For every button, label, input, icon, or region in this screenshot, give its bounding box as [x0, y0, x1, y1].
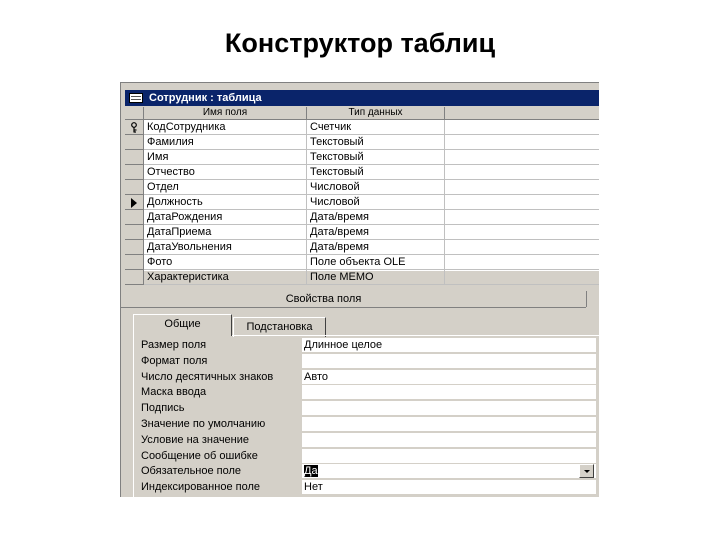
description-cell[interactable] — [445, 225, 599, 240]
table-design-window — [120, 82, 599, 497]
row-selector[interactable] — [125, 165, 144, 180]
column-header-field-name[interactable]: Имя поля — [144, 107, 307, 120]
row-selector[interactable] — [125, 225, 144, 240]
property-label: Число десятичных знаков — [141, 370, 274, 383]
description-cell[interactable] — [445, 270, 599, 285]
column-header-data-type[interactable]: Тип данных — [307, 107, 445, 120]
field-name-cell[interactable]: КодСотрудника — [144, 120, 307, 135]
property-label: Формат поля — [141, 354, 208, 367]
row-selector[interactable] — [125, 240, 144, 255]
property-row — [134, 449, 599, 465]
property-row — [134, 385, 599, 401]
description-cell[interactable] — [445, 150, 599, 165]
row-selector[interactable] — [125, 150, 144, 165]
description-cell[interactable] — [445, 165, 599, 180]
table-row[interactable] — [125, 195, 599, 210]
properties-panel — [133, 335, 599, 497]
description-cell[interactable] — [445, 240, 599, 255]
property-value-validation-rule[interactable] — [302, 433, 596, 448]
data-type-cell[interactable]: Поле MEMO — [307, 270, 445, 285]
table-row[interactable] — [125, 270, 599, 285]
row-pointer-icon — [131, 198, 137, 208]
slide-title: Конструктор таблиц — [224, 28, 496, 58]
row-selector[interactable] — [125, 255, 144, 270]
field-name-cell[interactable]: ДатаУвольнения — [144, 240, 307, 255]
property-label: Обязательное поле — [141, 465, 242, 478]
field-name-cell[interactable]: ДатаРождения — [144, 210, 307, 225]
property-value-field-size[interactable]: Длинное целое — [302, 338, 596, 353]
property-row — [134, 401, 599, 417]
data-type-cell[interactable]: Текстовый — [307, 150, 445, 165]
tab-general[interactable]: Общие — [133, 314, 232, 336]
property-row — [134, 338, 599, 354]
property-label: Маска ввода — [141, 386, 207, 399]
table-icon — [129, 93, 143, 103]
table-row[interactable] — [125, 180, 599, 195]
description-cell[interactable] — [445, 255, 599, 270]
property-value-caption[interactable] — [302, 401, 596, 416]
row-selector[interactable] — [125, 180, 144, 195]
property-value-input-mask[interactable] — [302, 385, 596, 400]
field-name-cell[interactable]: Должность — [144, 195, 307, 210]
data-type-cell[interactable]: Дата/время — [307, 225, 445, 240]
property-value-required[interactable] — [302, 464, 596, 479]
table-row[interactable] — [125, 150, 599, 165]
table-row[interactable] — [125, 240, 599, 255]
property-value-default[interactable] — [302, 417, 596, 432]
field-properties-header — [121, 291, 586, 308]
data-type-cell[interactable]: Числовой — [307, 195, 445, 210]
description-cell[interactable] — [445, 180, 599, 195]
data-type-cell[interactable]: Дата/время — [307, 240, 445, 255]
data-type-cell[interactable]: Дата/время — [307, 210, 445, 225]
field-grid — [125, 107, 599, 283]
field-name-cell[interactable]: Фото — [144, 255, 307, 270]
table-row[interactable] — [125, 135, 599, 150]
field-name-cell[interactable]: Отдел — [144, 180, 307, 195]
window-title: Сотрудник : таблица — [149, 92, 262, 104]
property-value-indexed[interactable]: Нет — [302, 480, 596, 495]
property-row — [134, 433, 599, 449]
field-name-cell[interactable]: Имя — [144, 150, 307, 165]
property-row — [134, 480, 599, 496]
data-type-cell[interactable]: Числовой — [307, 180, 445, 195]
chevron-down-icon[interactable] — [579, 464, 594, 478]
property-label: Размер поля — [141, 339, 207, 351]
property-value-format[interactable] — [302, 354, 596, 369]
row-selector[interactable] — [125, 210, 144, 225]
property-value-decimal-places[interactable]: Авто — [302, 370, 596, 385]
description-cell[interactable] — [445, 195, 599, 210]
property-value-validation-text[interactable] — [302, 449, 596, 464]
property-row — [134, 370, 599, 386]
table-row[interactable] — [125, 165, 599, 180]
table-row[interactable] — [125, 120, 599, 135]
description-cell[interactable] — [445, 210, 599, 225]
field-name-cell[interactable]: Фамилия — [144, 135, 307, 150]
table-row[interactable] — [125, 210, 599, 225]
data-type-cell[interactable]: Счетчик — [307, 120, 445, 135]
required-value-selected[interactable]: Да — [304, 465, 318, 478]
table-row[interactable] — [125, 255, 599, 270]
data-type-cell[interactable]: Текстовый — [307, 135, 445, 150]
grid-corner — [125, 107, 144, 120]
property-row — [134, 464, 599, 480]
table-row[interactable] — [125, 225, 599, 240]
property-label: Значение по умолчанию — [141, 418, 266, 430]
column-header-description[interactable] — [445, 107, 599, 120]
property-row — [134, 354, 599, 370]
field-properties-label: Свойства поля — [285, 293, 362, 305]
description-cell[interactable] — [445, 135, 599, 150]
field-name-cell[interactable]: Характеристика — [144, 270, 307, 285]
row-selector[interactable] — [125, 270, 144, 285]
data-type-cell[interactable]: Поле объекта OLE — [307, 255, 445, 270]
row-selector[interactable] — [125, 135, 144, 150]
row-selector[interactable] — [125, 120, 144, 135]
property-label: Индексированное поле — [141, 481, 260, 494]
tab-lookup[interactable]: Подстановка — [233, 317, 326, 337]
field-name-cell[interactable]: Отчество — [144, 165, 307, 180]
property-label: Условие на значение — [141, 433, 250, 446]
property-label: Сообщение об ошибке — [141, 449, 258, 462]
row-selector[interactable] — [125, 195, 144, 210]
data-type-cell[interactable]: Текстовый — [307, 165, 445, 180]
splitter-handle[interactable] — [586, 291, 599, 307]
field-name-cell[interactable]: ДатаПриема — [144, 225, 307, 240]
window-titlebar[interactable] — [125, 90, 599, 106]
property-label: Подпись — [141, 402, 185, 415]
description-cell[interactable] — [445, 120, 599, 135]
property-row — [134, 417, 599, 433]
primary-key-icon — [129, 122, 139, 133]
grid-header — [125, 107, 599, 120]
